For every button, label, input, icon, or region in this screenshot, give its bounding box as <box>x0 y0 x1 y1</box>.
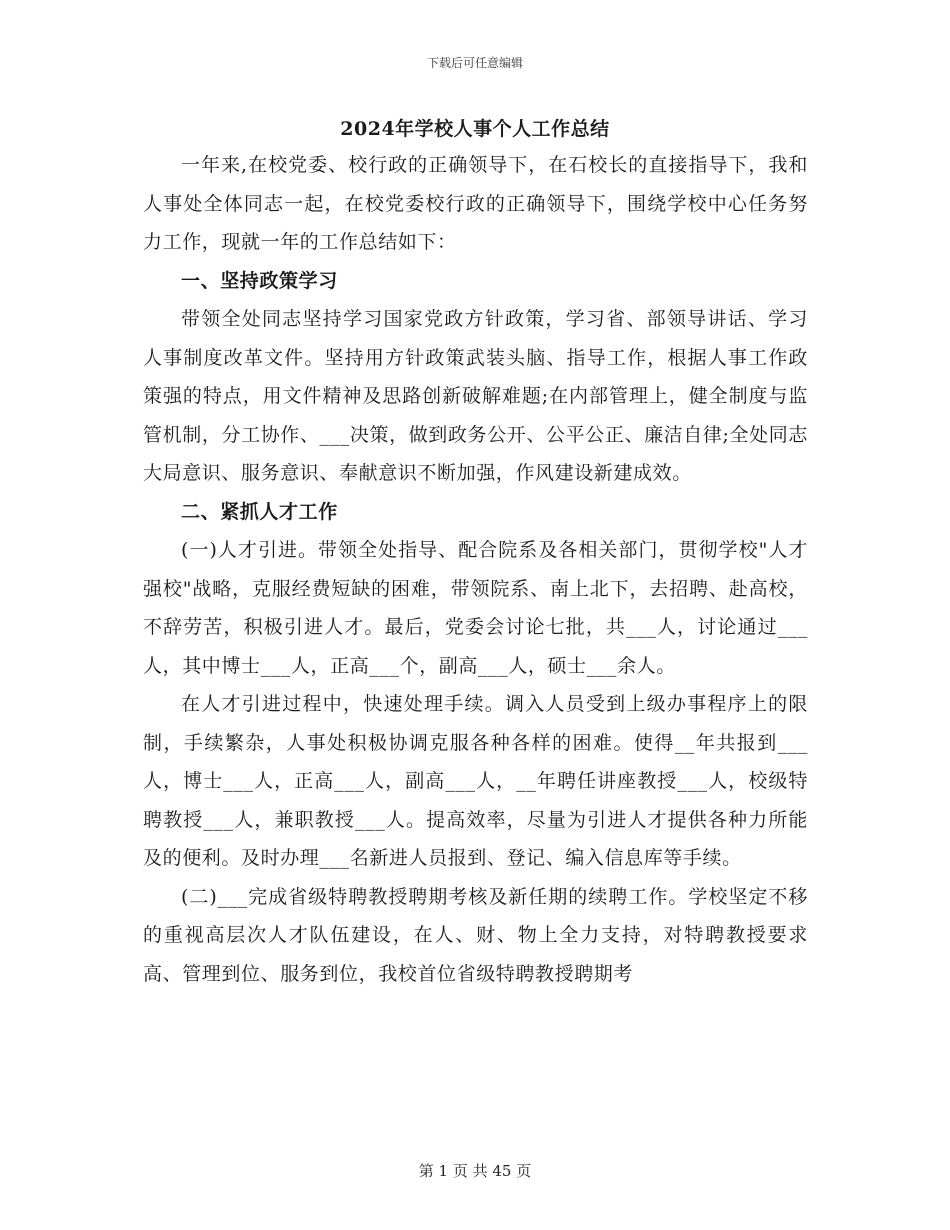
section-heading-policy-study: 一、坚持政策学习 <box>181 269 338 292</box>
distinguished-professor-paragraph: (二)___完成省级特聘教授聘期考核及新任期的续聘工作。学校坚定不移的重视高层次人才队伍建设，在人、财、物上全力支持，对特聘教授要求高、管理到位、服务到位，我校首位省级特聘教授聘期考 <box>143 885 808 985</box>
document-body <box>143 146 808 993</box>
talent-introduction-paragraph: (一)人才引进。带领全处指导、配合院系及各相关部门，贯彻学校"人才强校"战略，克服经费短缺的困难，带领院系、南上北下，去招聘、赴高校，不辞劳苦，积极引进人才。最后，党委会讨论七批，共___人，讨论通过___人，其中博士___人，正高___个，副高___人，硕士___余人。 <box>143 539 808 677</box>
intro-paragraph: 一年来,在校党委、校行政的正确领导下，在石校长的直接指导下，我和人事处全体同志一起，在校党委校行政的正确领导下，围绕学校中心任务努力工作，现就一年的工作总结如下： <box>143 154 808 253</box>
document-title: 2024年学校人事个人工作总结 <box>340 118 610 140</box>
policy-study-paragraph: 带领全处同志坚持学习国家党政方针政策，学习省、部领导讲话、学习人事制度改革文件。坚持用方针政策武装头脑、指导工作，根据人事工作政策强的特点，用文件精神及思路创新破解难题;在内部管理上，健全制度与监管机制，分工协作、___决策，做到政务公开、公平公正、廉洁自律;全处同志大局意识、服务意识、奉献意识不断加强，作风建设新建成效。 <box>143 308 808 484</box>
section-heading-talent-work: 二、紧抓人才工作 <box>181 500 338 523</box>
header-note: 下载后可任意编辑 <box>426 56 523 70</box>
talent-procedure-paragraph: 在人才引进过程中，快速处理手续。调入人员受到上级办事程序上的限制，手续繁杂，人事处积极协调克服各种各样的困难。使得__年共报到___人，博士___人，正高___人，副高___人，__年聘任讲座教授___人，校级特聘教授___人，兼职教授___人。提高效率，尽量为引进人才提供各种力所能及的便利。及时办理___名新进人员报到、登记、编入信息库等手续。 <box>143 693 808 869</box>
page-number-footer: 第 1 页 共 45 页 <box>418 1162 532 1180</box>
